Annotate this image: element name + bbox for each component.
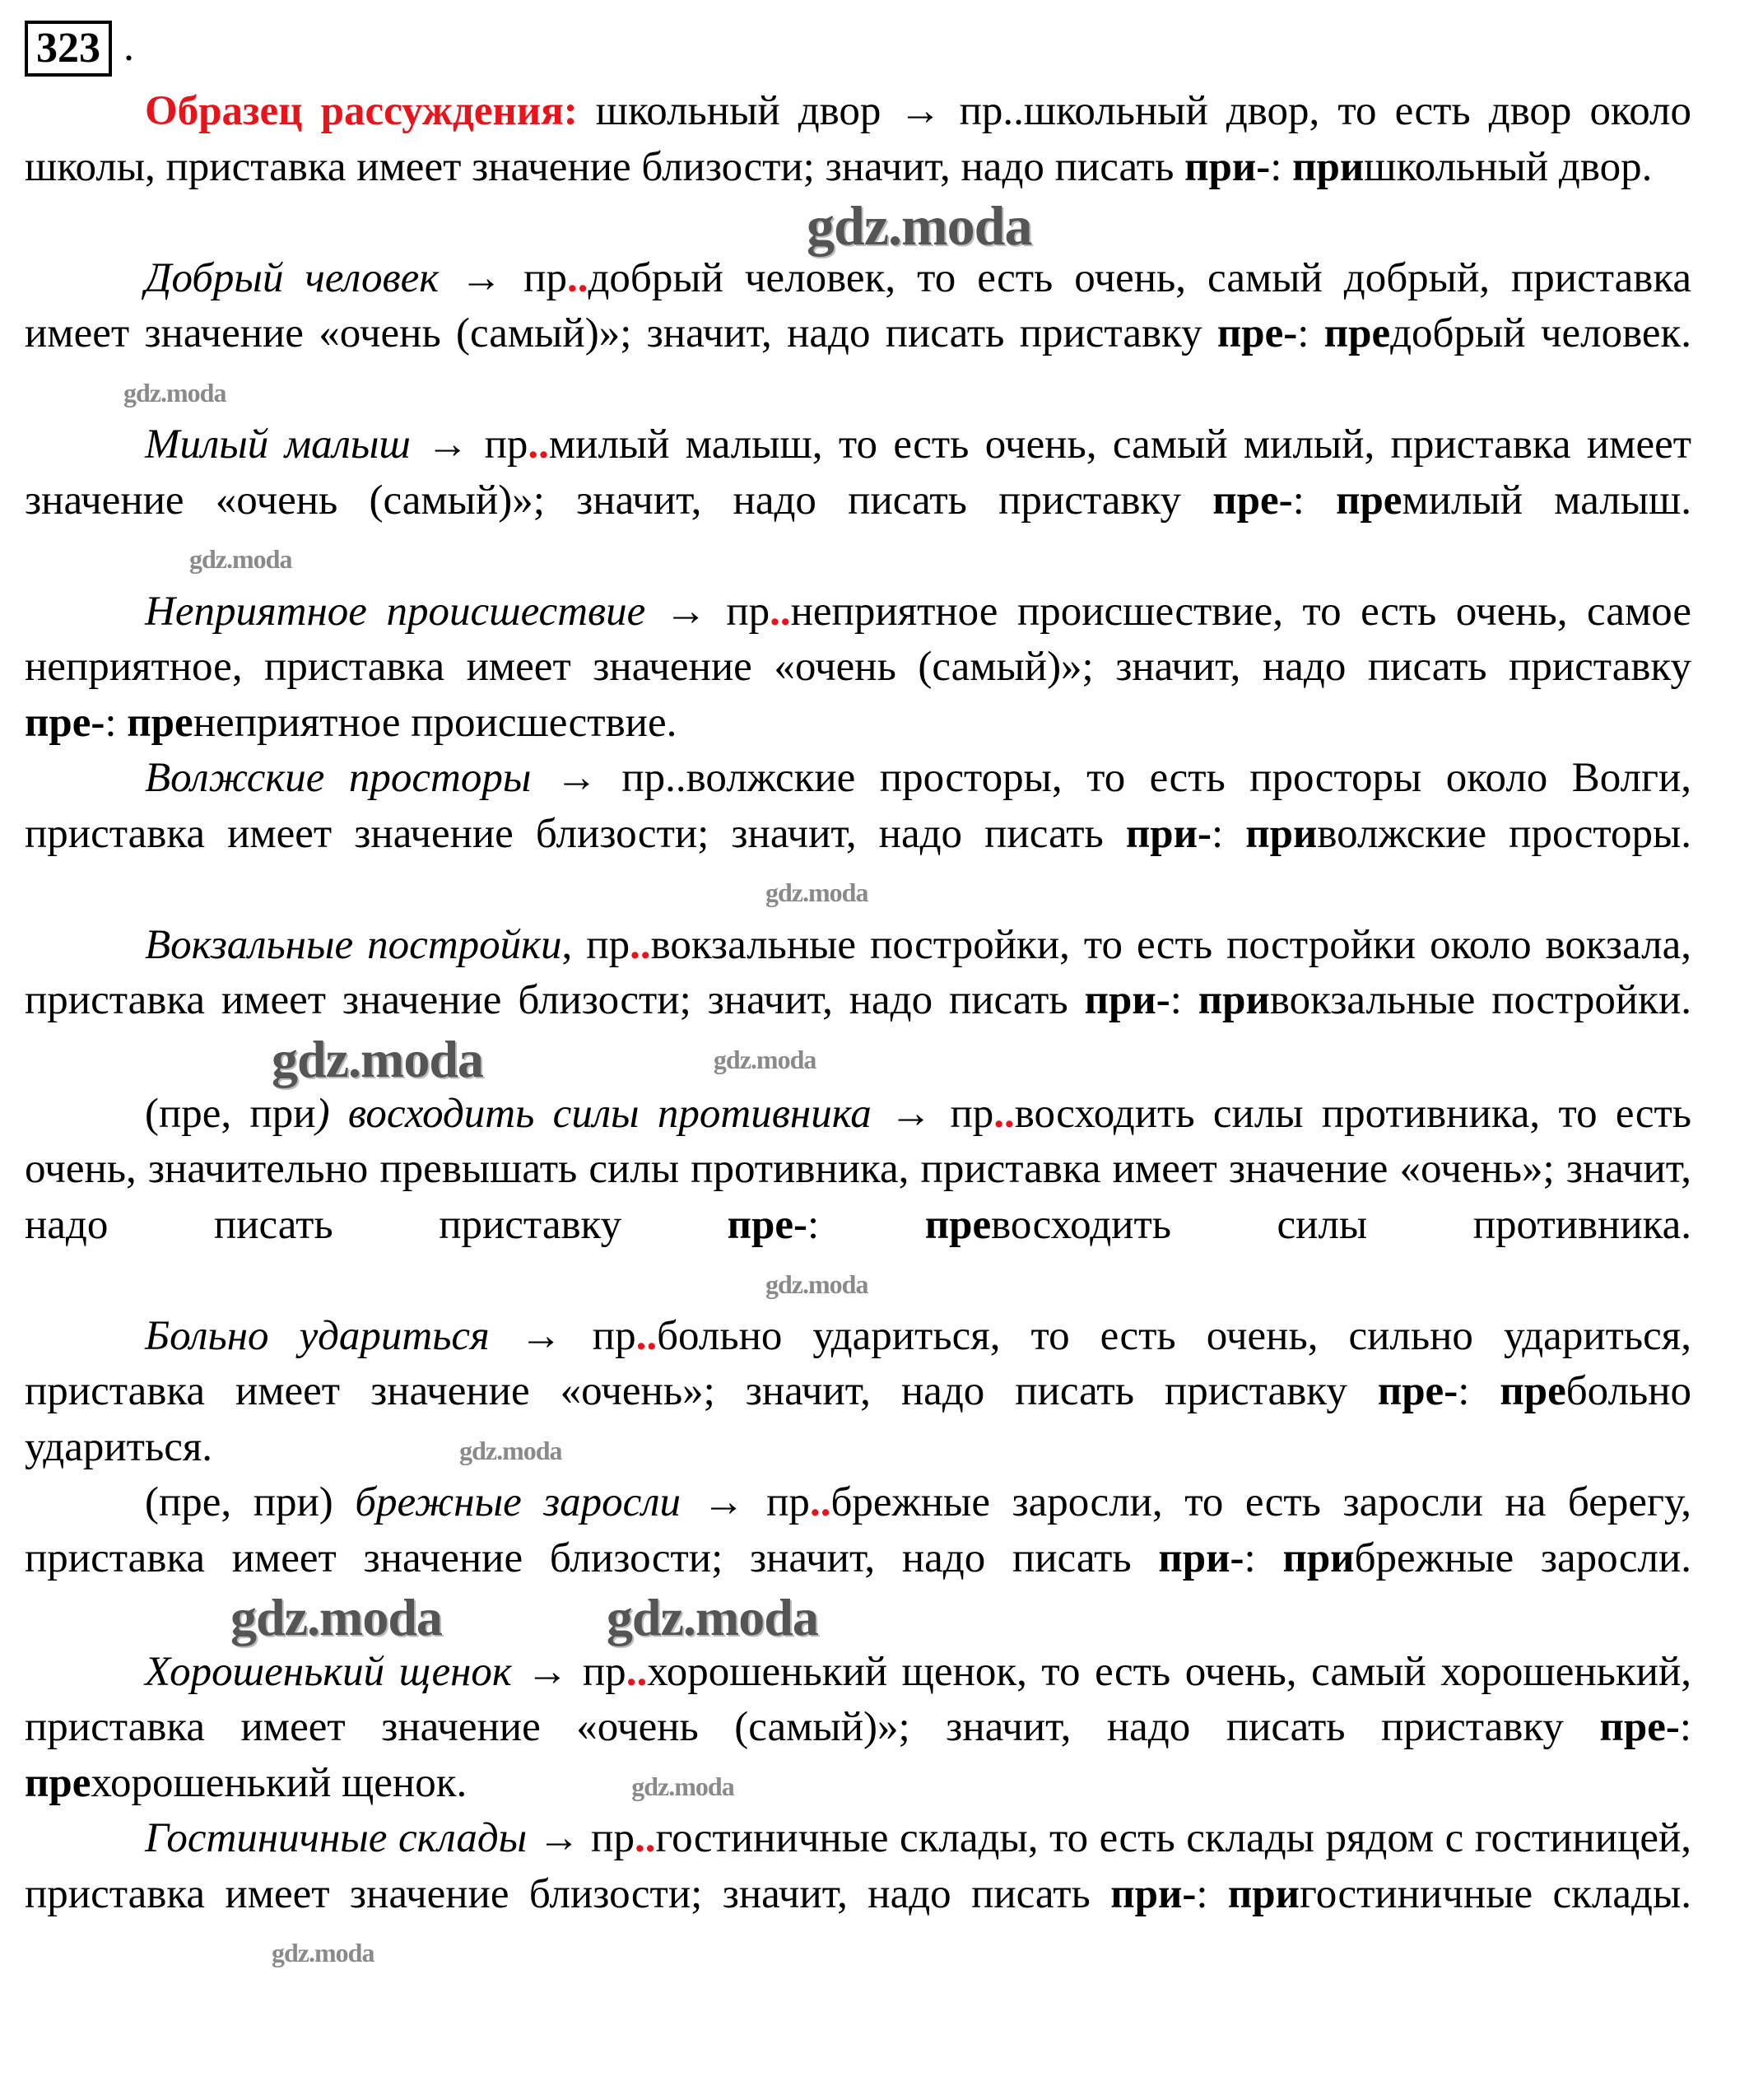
text-segment: → пр — [511, 1648, 626, 1695]
italic-phrase: Неприятное происшествие — [145, 588, 646, 635]
watermark-large: gdz.moda — [807, 194, 1032, 258]
text-segment: милый малыш, то есть очень, самый милый, приставка имеет значение «очень (самый)»; значит, надо писать приставку — [25, 421, 1692, 524]
text-segment: вокзальные постройки. — [1269, 977, 1691, 1023]
bold-prefix: пре- — [1599, 1704, 1680, 1751]
answer-paragraph — [25, 751, 1691, 918]
missing-letter-dots: .. — [630, 921, 651, 968]
text-segment: волжские просторы. — [1317, 810, 1691, 857]
answer-paragraph — [25, 251, 1691, 418]
text-segment: , пр — [561, 921, 630, 968]
bold-prefix: при- — [1184, 143, 1271, 190]
italic-phrase: Хорошенький щенок — [145, 1648, 512, 1695]
bold-prefix: пре — [1500, 1368, 1566, 1415]
watermark-small: gdz.moda — [272, 1938, 374, 1968]
watermark-small: gdz.moda — [189, 544, 292, 575]
sample-paragraph — [25, 84, 1691, 195]
watermark-small: gdz.moda — [631, 1771, 734, 1801]
bold-prefix: пре — [127, 699, 193, 746]
answer-paragraph — [25, 584, 1691, 752]
text-segment: восходить силы противника. — [991, 1201, 1692, 1248]
text-segment: → пр — [527, 1815, 635, 1862]
text-segment: восходить силы противника, то есть очень, значительно превышать силы противника, приставка имеет значение «очень»; значит, надо писать приставку — [25, 1090, 1691, 1248]
text-segment: : — [1212, 810, 1246, 857]
text-segment: школьный двор. — [1364, 143, 1653, 190]
watermark-small: gdz.moda — [459, 1436, 562, 1466]
exercise-number-dot: . — [123, 23, 134, 70]
text-segment: → пр — [439, 254, 567, 301]
italic-phrase: брежные заросли — [355, 1479, 681, 1526]
text-segment: : — [1292, 477, 1337, 524]
text-segment: добрый человек. — [1390, 310, 1692, 356]
text-segment: → пр — [681, 1479, 810, 1526]
missing-letter-dots: .. — [635, 1312, 658, 1359]
answer-paragraph — [25, 1087, 1691, 1309]
text-segment: : — [1244, 1534, 1283, 1581]
text-segment: : — [1679, 1704, 1691, 1751]
text-segment: : — [1196, 1870, 1228, 1917]
answer-paragraph — [25, 1309, 1691, 1476]
bold-prefix: пре- — [1212, 477, 1293, 524]
missing-letter-dots: .. — [809, 1479, 831, 1526]
text-segment: неприятное происшествие, то есть очень, самое неприятное, приставка имеет значение «очень (самый)»; значит, надо писать приставку — [25, 588, 1691, 690]
bold-prefix: при — [1227, 1870, 1300, 1917]
watermark-row — [25, 194, 1691, 258]
missing-letter-dots: .. — [626, 1648, 648, 1695]
text-segment: гостиничные склады, то есть склады рядом с гостиницей, приставка имеет значение близости; значит, надо писать — [25, 1815, 1691, 1917]
watermark-small: gdz.moda — [765, 1269, 868, 1299]
text-segment: брежные заросли. — [1354, 1534, 1691, 1581]
text-segment: гостиничные склады. — [1300, 1870, 1691, 1917]
text-segment: добрый человек, то есть очень, самый добрый, приставка имеет значение «очень (самый)»; значит, надо писать приставку — [25, 254, 1691, 356]
bold-prefix: при — [1245, 810, 1318, 857]
answer-paragraph — [25, 417, 1691, 584]
text-segment: → пр..волжские просторы, то есть просторы около Волги, приставка имеет значение близости; значит, надо писать — [25, 755, 1691, 857]
bold-prefix: при- — [1084, 977, 1170, 1023]
bold-prefix: пре- — [1377, 1368, 1458, 1415]
bold-prefix: пре — [924, 1201, 992, 1248]
text-segment: брежные заросли, то есть заросли на берегу, приставка имеет значение близости; значит, надо писать — [25, 1479, 1692, 1581]
answer-paragraph — [25, 1811, 1691, 1978]
watermark-small: gdz.moda — [123, 377, 226, 407]
bold-prefix: при — [1292, 143, 1365, 190]
bold-prefix: при- — [1125, 810, 1212, 857]
watermark-small: gdz.moda — [713, 1044, 816, 1074]
sample-heading: Образец рассуждения: — [145, 88, 578, 134]
bold-prefix: при — [1282, 1534, 1355, 1581]
italic-phrase: Волжские просторы — [145, 755, 532, 801]
text-segment: школьный двор → пр..школьный двор, то есть двор около школы, приставка имеет значение близости; значит, надо писать — [25, 88, 1691, 190]
text-segment: : — [105, 699, 128, 746]
bold-prefix: пре — [1323, 310, 1391, 356]
text-segment: : — [1297, 310, 1324, 356]
bold-prefix: пре- — [1216, 310, 1298, 356]
text-segment: больно удариться. — [25, 1368, 1692, 1470]
text-segment: : — [1270, 143, 1293, 190]
watermark-small: gdz.moda — [765, 878, 868, 908]
italic-phrase: Гостиничные склады — [145, 1815, 528, 1862]
text-segment: (пре, при) — [145, 1479, 356, 1526]
text-segment: хорошенький щенок. — [91, 1759, 467, 1806]
text-segment: → пр — [410, 421, 528, 468]
missing-letter-dots: .. — [993, 1090, 1015, 1137]
text-segment: вокзальные постройки, то есть постройки около вокзала, приставка имеет значение близости; значит, надо писать — [25, 921, 1691, 1023]
missing-letter-dots: .. — [528, 421, 549, 468]
answer-paragraph — [25, 1645, 1691, 1812]
italic-phrase: Вокзальные постройки — [145, 921, 562, 968]
missing-letter-dots: .. — [566, 254, 588, 301]
bold-prefix: при- — [1158, 1534, 1244, 1581]
missing-letter-dots: .. — [770, 588, 791, 635]
bold-prefix: пре — [25, 1759, 91, 1806]
text-segment: → пр — [489, 1312, 636, 1359]
text-segment: неприятное происшествие. — [193, 699, 677, 746]
watermark-large: gdz.moda — [230, 1587, 442, 1646]
bold-prefix: при — [1198, 977, 1270, 1023]
answer-paragraph — [25, 1475, 1691, 1644]
bold-prefix: пре- — [25, 699, 105, 746]
italic-phrase: Больно удариться — [145, 1312, 490, 1359]
watermark-large: gdz.moda — [272, 1029, 483, 1088]
missing-letter-dots: .. — [634, 1815, 656, 1862]
bold-prefix: пре- — [727, 1201, 808, 1248]
text-segment: : — [1458, 1368, 1500, 1415]
italic-phrase: ) восходить силы противника — [315, 1090, 872, 1137]
text-segment: : — [1170, 977, 1198, 1023]
text-segment: : — [807, 1201, 925, 1248]
bold-prefix: пре — [1336, 477, 1402, 524]
answer-paragraph — [25, 918, 1691, 1087]
italic-phrase: Добрый человек — [145, 254, 440, 301]
watermark-large: gdz.moda — [606, 1587, 818, 1646]
text-segment: милый малыш. — [1402, 477, 1692, 524]
text-segment: (пре, при — [145, 1090, 316, 1137]
exercise-text — [25, 84, 1691, 1978]
text-segment: хорошенький щенок, то есть очень, самый хорошенький, приставка имеет значение «очень (самый)»; значит, надо писать приставку — [25, 1648, 1691, 1751]
italic-phrase: Милый малыш — [145, 421, 411, 468]
text-segment: → пр — [871, 1090, 994, 1137]
bold-prefix: при- — [1110, 1870, 1197, 1917]
text-segment: → пр — [645, 588, 770, 635]
text-segment: больно удариться, то есть очень, сильно удариться, приставка имеет значение «очень»; значит, надо писать приставку — [25, 1312, 1692, 1415]
exercise-number: 323 — [25, 21, 112, 77]
